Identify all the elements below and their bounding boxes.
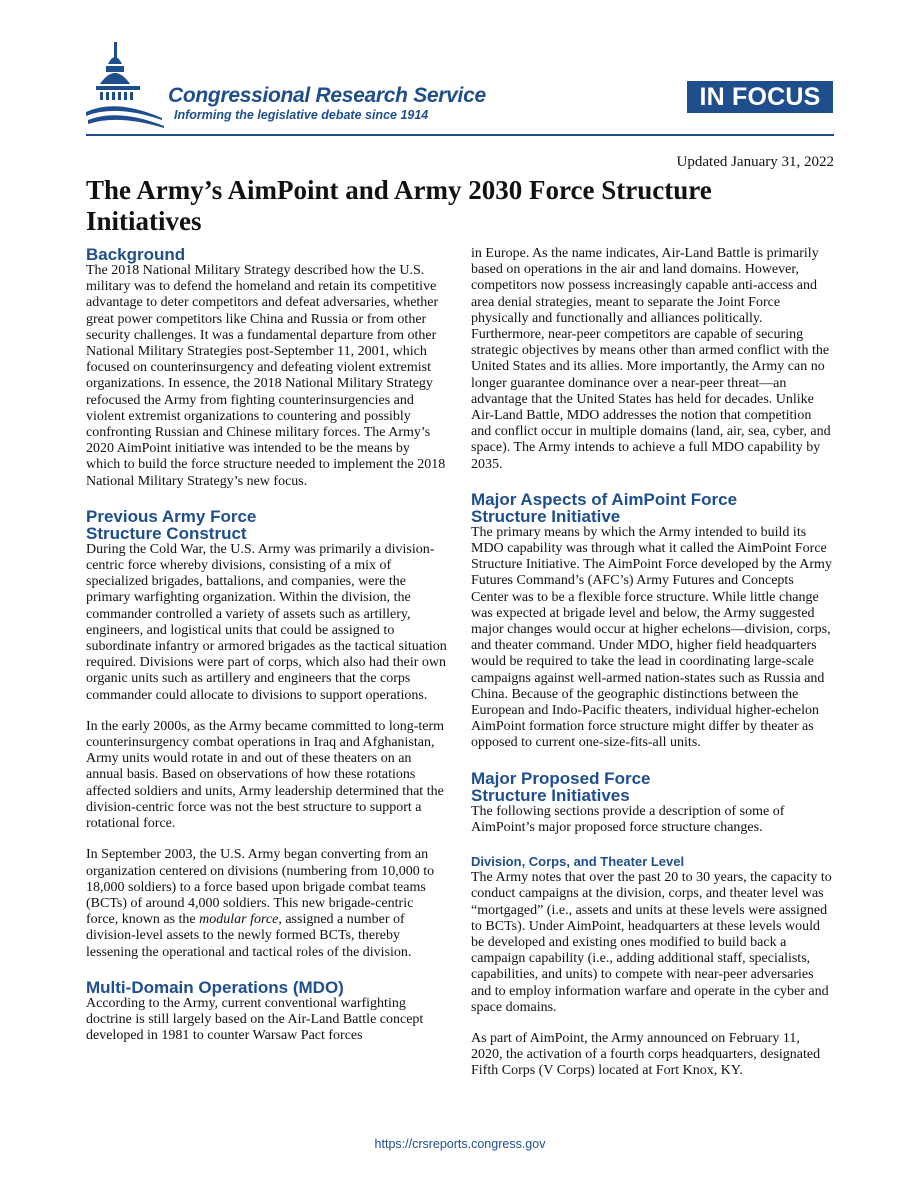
heading-background: Background [86,245,186,264]
paragraph: According to the Army, current conventional warfighting doctrine is still largely based on the Air-Land Battle concept developed in 1981 to counter Warsaw Pact forces [86,995,424,1044]
left-column [86,246,447,1044]
paragraph: The 2018 National Military Strategy described how the U.S. military was to defend the homeland and retain its competitive advantage to deter competitors and defeat adversaries, whether great power competitors like China and Russia or from other security challenges. It was a fundamental departure from other National Military Strategies post-September 11, 2001, which focused on counterinsurgency and defeating violent extremist organizations. In essence, the 2018 National Military Strategy refocused the Army from fighting counterinsurgencies and violent extremist organizations to countering and possibly confronting Russian and Chinese military forces. The Army’s 2020 AimPoint initiative was intended to be the means by which to build the force structure needed to implement the 2018 National Military Strategy’s new focus. [86,263,446,489]
paragraph: The following sections provide a description of some of AimPoint’s major proposed force structure changes. [471,803,785,835]
paragraph: In the early 2000s, as the Army became committed to long-term counterinsurgency combat operations in Iraq and Afghanistan, Army units would rotate in and out of these theaters on an annual basis. Based on observations of how these rotations affected soldiers and units, Army leadership determined that the division-centric force was not the best structure to support a rotational force. [86,718,445,832]
subheading-division-corps-theater: Division, Corps, and Theater Level [471,854,685,870]
org-name: Congressional Research Service [168,84,486,107]
paragraph: in Europe. As the name indicates, Air-Land Battle is primarily based on operations in the air and land domains. However, competitors now possess increasingly capable anti-access and area denial strategies, meant to separate the Joint Force physically and functionally and alliances politically. Furthermore, near-peer competitors are capable of securing strategic objectives by means other than armed conflict with the United States and its allies. More importantly, the Army can no longer guarantee dominance over a near-peer threat—an advantage that the United States has held for decades. Unlike Air-Land Battle, MDO addresses the notion that competition and conflict occur in multiple domains (land, air, sea, cyber, and space). The Army intends to achieve a full MDO capability by 2035. [471,246,831,472]
document-title: The Army’s AimPoint and Army 2030 Force Structure Initiatives [86,175,712,236]
paragraph: The primary means by which the Army intended to build its MDO capability was through what it called the AimPoint Force Structure Initiative. The AimPoint Force developed by the Army Futures Command’s (AFC’s) Army Futures and Concepts Center was to be a flexible force structure. While little change was expected at brigade level and below, the Army suggested major changes would occur at higher echelons—division, corps, and theater command. Under MDO, higher field headquarters would be required to take the lead in coordinating large-scale campaigns against well-armed nation-states such as Russia and China. Because of the geographic distinctions between the European and Indo-Pacific theaters, individual higher-echelon AimPoint formation force structure might differ by theater as opposed to current one-size-fits-all units. [471,524,832,751]
paragraph: During the Cold War, the U.S. Army was primarily a division-centric force whereby divisions, consisting of a mix of specialized brigades, battalions, and companies, were the primary warfighting organization. Within the division, the commander controlled a variety of assets such as artillery, engineers, and logistical units that could be assigned to subordinate infantry or armored brigades as the tactical situation required. Divisions were part of corps, which also had their own organic units such as artillery and engineers that the corps commander could allocate to divisions to support operations. [86,541,447,703]
paragraph: The Army notes that over the past 20 to 30 years, the capacity to conduct campaigns at the division, corps, and theater level was “mortgaged” (i.e., assets and units at these levels were assigned to BCTs). Under AimPoint, headquarters at these levels would be developed and existing ones modified to build back a campaign capability (i.e., adding additional staff, specialists, capabilities, and units) to compete with near-peer adversaries and to employ information warfare and operate in the cyber and space domains. [471,870,832,1015]
heading-multi-domain-operations: Multi-Domain Operations (MDO) [86,977,344,997]
header-divider [86,134,834,136]
heading-previous-army-force-structure: Previous Army Force Structure Construct [86,506,257,543]
heading-major-proposed-force-structure: Major Proposed Force Structure Initiatives [471,768,651,805]
heading-major-aspects-aimpoint: Major Aspects of AimPoint Force Structure Initiative [471,489,738,526]
updated-date: Updated January 31, 2022 [676,154,834,170]
in-focus-badge: IN FOCUS [687,81,833,113]
footer-url-link[interactable]: https://crsreports.congress.gov [374,1137,546,1151]
right-column [471,246,832,1080]
crs-capitol-logo-icon [86,40,176,130]
paragraph: In September 2003, the U.S. Army began converting from an organization centered on divisions (numbering from 10,000 to 18,000 soldiers) to a force based upon brigade combat teams (BCTs) of around 4,000 soldiers. This new brigade-centric force, known as the modular force, assigned a number of division-level assets to the newly formed BCTs, thereby lessening the operational and tactical roles of the division. [86,847,435,960]
paragraph: As part of AimPoint, the Army announced on February 11, 2020, the activation of a fourth corps headquarters, designated Fifth Corps (V Corps) located at Fort Knox, KY. [471,1030,821,1079]
org-tagline: Informing the legislative debate since 1914 [174,108,429,122]
